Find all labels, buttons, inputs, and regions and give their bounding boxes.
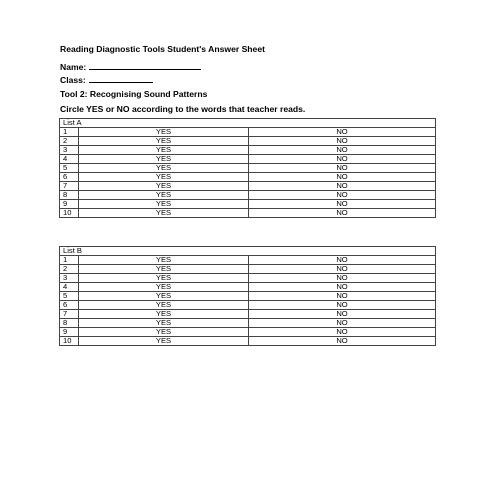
yes-option[interactable]: YES	[79, 128, 249, 137]
row-number: 2	[60, 137, 79, 146]
no-option[interactable]: NO	[249, 319, 436, 328]
no-option[interactable]: NO	[249, 200, 436, 209]
table-row	[60, 173, 436, 182]
yes-option[interactable]: YES	[79, 155, 249, 164]
row-number: 8	[60, 191, 79, 200]
table-row	[60, 182, 436, 191]
row-number: 2	[60, 265, 79, 274]
table-row	[60, 319, 436, 328]
row-number: 4	[60, 155, 79, 164]
no-option[interactable]: NO	[249, 164, 436, 173]
yes-option[interactable]: YES	[79, 146, 249, 155]
table-header-row	[60, 247, 436, 256]
row-number: 1	[60, 128, 79, 137]
no-option[interactable]: NO	[249, 191, 436, 200]
no-option[interactable]: NO	[249, 328, 436, 337]
no-option[interactable]: NO	[249, 173, 436, 182]
table-row	[60, 274, 436, 283]
list-b-table	[59, 246, 436, 346]
yes-option[interactable]: YES	[79, 256, 249, 265]
instruction-text: Circle YES or NO according to the words that teacher reads.	[60, 104, 306, 114]
no-option[interactable]: NO	[249, 128, 436, 137]
yes-option[interactable]: YES	[79, 164, 249, 173]
table-row	[60, 301, 436, 310]
list-label: List B	[60, 247, 436, 256]
no-option[interactable]: NO	[249, 256, 436, 265]
yes-option[interactable]: YES	[79, 173, 249, 182]
table-row	[60, 292, 436, 301]
row-number: 6	[60, 301, 79, 310]
yes-option[interactable]: YES	[79, 328, 249, 337]
table-row	[60, 200, 436, 209]
table-row	[60, 128, 436, 137]
class-field-row	[60, 74, 153, 85]
yes-option[interactable]: YES	[79, 310, 249, 319]
table-row	[60, 283, 436, 292]
name-field-row	[60, 61, 201, 72]
class-label: Class:	[60, 75, 86, 85]
table-row	[60, 328, 436, 337]
table-row	[60, 191, 436, 200]
no-option[interactable]: NO	[249, 209, 436, 218]
yes-option[interactable]: YES	[79, 182, 249, 191]
no-option[interactable]: NO	[249, 265, 436, 274]
row-number: 10	[60, 209, 79, 218]
row-number: 4	[60, 283, 79, 292]
table-row	[60, 146, 436, 155]
row-number: 5	[60, 164, 79, 173]
document-title: Reading Diagnostic Tools Student's Answer Sheet	[60, 44, 265, 54]
name-blank-line[interactable]	[89, 61, 201, 70]
yes-option[interactable]: YES	[79, 319, 249, 328]
yes-option[interactable]: YES	[79, 191, 249, 200]
row-number: 6	[60, 173, 79, 182]
row-number: 3	[60, 274, 79, 283]
row-number: 3	[60, 146, 79, 155]
yes-option[interactable]: YES	[79, 209, 249, 218]
yes-option[interactable]: YES	[79, 337, 249, 346]
row-number: 9	[60, 200, 79, 209]
no-option[interactable]: NO	[249, 182, 436, 191]
yes-option[interactable]: YES	[79, 301, 249, 310]
no-option[interactable]: NO	[249, 292, 436, 301]
yes-option[interactable]: YES	[79, 137, 249, 146]
table-row	[60, 265, 436, 274]
table-row	[60, 310, 436, 319]
row-number: 7	[60, 182, 79, 191]
no-option[interactable]: NO	[249, 274, 436, 283]
table-row	[60, 256, 436, 265]
no-option[interactable]: NO	[249, 137, 436, 146]
table-header-row	[60, 119, 436, 128]
row-number: 8	[60, 319, 79, 328]
yes-option[interactable]: YES	[79, 283, 249, 292]
yes-option[interactable]: YES	[79, 265, 249, 274]
no-option[interactable]: NO	[249, 283, 436, 292]
row-number: 9	[60, 328, 79, 337]
list-a-table	[59, 118, 436, 218]
row-number: 7	[60, 310, 79, 319]
table-row	[60, 137, 436, 146]
table-row	[60, 155, 436, 164]
no-option[interactable]: NO	[249, 310, 436, 319]
row-number: 1	[60, 256, 79, 265]
no-option[interactable]: NO	[249, 146, 436, 155]
no-option[interactable]: NO	[249, 301, 436, 310]
list-label: List A	[60, 119, 436, 128]
no-option[interactable]: NO	[249, 337, 436, 346]
row-number: 10	[60, 337, 79, 346]
yes-option[interactable]: YES	[79, 292, 249, 301]
class-blank-line[interactable]	[89, 74, 153, 83]
table-row	[60, 337, 436, 346]
name-label: Name:	[60, 62, 87, 72]
yes-option[interactable]: YES	[79, 274, 249, 283]
tool-heading: Tool 2: Recognising Sound Patterns	[60, 89, 208, 99]
no-option[interactable]: NO	[249, 155, 436, 164]
table-row	[60, 164, 436, 173]
row-number: 5	[60, 292, 79, 301]
yes-option[interactable]: YES	[79, 200, 249, 209]
table-row	[60, 209, 436, 218]
